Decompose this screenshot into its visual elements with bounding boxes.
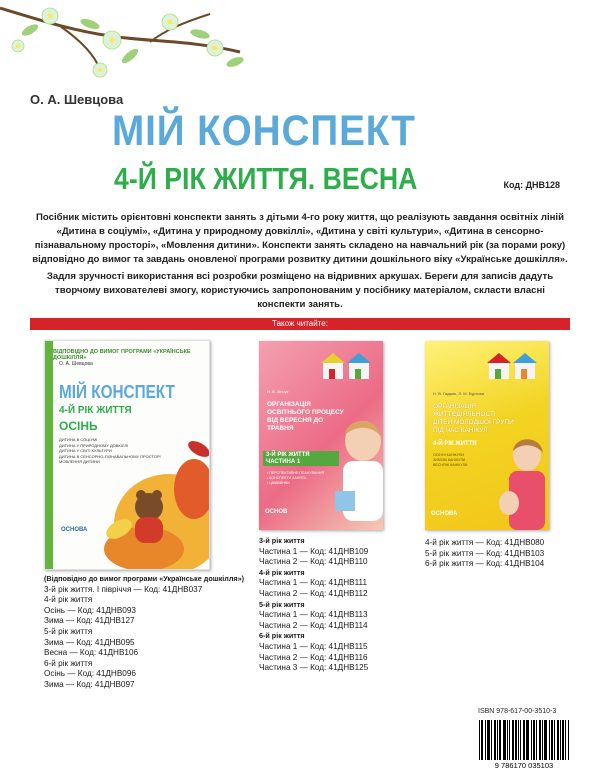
autumn-leaves-illustration bbox=[49, 429, 209, 569]
list-heading: 5-й рік життя bbox=[259, 599, 305, 609]
list-heading: 6-й рік життя bbox=[259, 631, 305, 641]
barcode-bar bbox=[542, 720, 543, 760]
description-paragraph-2: Задля зручності використання всі розробки розміщено на відривних аркушах. Береги для записів дадуть творчому вихователеві змогу, користуючись запропонованим у посібнику матеріалом, скласти власні конспекти занять. bbox=[46, 271, 554, 310]
barcode-bar bbox=[494, 720, 495, 760]
barcode-bar bbox=[495, 720, 496, 760]
list-item: Весна — Код: 41ДНВ106 bbox=[44, 648, 139, 658]
list-heading: 3-й рік життя bbox=[259, 536, 305, 545]
book-cover-educational-process bbox=[259, 341, 383, 530]
list-item: 5-й рік життя bbox=[44, 626, 93, 636]
cover-author: Н. В. Гаджик, Л. М. Бурхова bbox=[433, 391, 484, 396]
cover-season: ОСІНЬ bbox=[59, 419, 98, 433]
barcode-bar bbox=[557, 720, 558, 760]
barcode-bar bbox=[558, 720, 559, 760]
list-item: 6-й рік життя — Код: 41ДНВ104 bbox=[425, 559, 545, 569]
description-paragraph-1: Посібник містить орієнтовні конспекти занять з дітьми 4-го року життя, що реалізують завдання освітніх ліній «Дитина в соціумі», «Дитина у природному довкіллі», «Дитина у світі культури», «Дитина в сенсорно-пізнавальному просторі», «Мовлення дитини». Конспекти занять складено на навчальний рік (за порами року) відповідно до вимог та завдань оновленої програми розвитку дитини дошкільного віку «Українське дошкілля». bbox=[32, 212, 568, 265]
barcode-bar bbox=[544, 720, 545, 760]
cover-topic: • КОНСПЕКТИ ЗАНЯТЬ bbox=[267, 476, 307, 480]
list-item: 6-й рік життя bbox=[44, 658, 93, 668]
barcode-bar bbox=[489, 720, 490, 760]
barcode-bar bbox=[563, 720, 564, 760]
list-heading: (Відповідно до вимог програми «Українське дошкілля») bbox=[44, 574, 245, 583]
barcode-bar bbox=[528, 720, 529, 760]
list-item: 3-й рік життя. І півріччя — Код: 41ДНВ037 bbox=[44, 584, 203, 594]
barcode-bar bbox=[539, 720, 540, 760]
barcode-bar bbox=[534, 720, 535, 760]
barcode-bar bbox=[524, 720, 525, 760]
barcode-bar bbox=[520, 720, 521, 760]
list-heading: 4-й рік життя bbox=[259, 567, 305, 577]
barcode-bar bbox=[518, 720, 519, 760]
publisher-logo: ОСНОВ bbox=[265, 509, 288, 515]
cover-topic: ОСІННІ КАНІКУЛИ bbox=[433, 453, 464, 457]
book-cover-holidays bbox=[425, 341, 549, 530]
cover-topic: ДИТИНА В СОЦІУМІ bbox=[59, 437, 98, 442]
list-item: Частина 3 — Код: 41ДНВ125 bbox=[259, 663, 369, 673]
list-item: 4-й рік життя bbox=[44, 595, 93, 605]
barcode-bar bbox=[500, 720, 501, 760]
kindergarten-logo-icon bbox=[311, 349, 381, 383]
list-item: 5-й рік життя — Код: 41ДНВ103 bbox=[425, 548, 545, 558]
barcode-bar bbox=[546, 720, 547, 760]
barcode-bar bbox=[545, 720, 546, 760]
barcode-bar bbox=[488, 720, 489, 760]
barcode-digits: 9 786170 035103 bbox=[494, 761, 554, 770]
cover-topic-list bbox=[267, 471, 324, 486]
barcode-bar bbox=[533, 720, 534, 760]
barcode-bar bbox=[491, 720, 492, 760]
barcode-bar bbox=[512, 720, 513, 760]
barcode-bar bbox=[565, 720, 566, 760]
barcode-bar bbox=[536, 720, 537, 760]
barcode-bar bbox=[551, 720, 552, 760]
barcode-bar bbox=[526, 720, 527, 760]
barcode-bar bbox=[549, 720, 550, 760]
barcode-bar bbox=[499, 720, 500, 760]
cover-topic: ДИТИНА В СЕНСОРНО-ПІЗНАВАЛЬНОМУ ПРОСТОРІ bbox=[59, 453, 161, 459]
barcode-bar bbox=[485, 720, 486, 760]
barcode-bar bbox=[527, 720, 528, 760]
list-item: Осінь — Код: 41ДНВ096 bbox=[44, 669, 136, 679]
book-cover-autumn bbox=[44, 340, 210, 570]
cover-author: О. А. Шевцова bbox=[59, 361, 93, 367]
child-photo bbox=[333, 411, 383, 521]
barcode-bar bbox=[516, 720, 517, 760]
children-photo bbox=[497, 433, 549, 530]
list-item: Частина 2 — Код: 41ДНВ114 bbox=[259, 620, 368, 630]
list-item: Зима — Код: 41ДНВ127 bbox=[44, 616, 135, 626]
barcode-bar bbox=[487, 720, 488, 760]
book-subtitle: 4-Й РІК ЖИТТЯ. ВЕСНА bbox=[114, 161, 418, 196]
cover-topic: ВЕСНЯНІ КАНІКУЛИ bbox=[433, 463, 468, 467]
cover-topic-list bbox=[433, 453, 468, 468]
cover-green-band: 3-Й РІК ЖИТТЯ ЧАСТИНА 1 bbox=[263, 451, 339, 466]
cover-topic: • ПЕРСПЕКТИВНЕ ПЛАНУВАННЯ bbox=[267, 471, 325, 475]
barcode-bar bbox=[540, 720, 541, 760]
cover-subtitle: 4-Й РІК ЖИТТЯ bbox=[433, 441, 477, 447]
publisher-logo: ОСНОВА bbox=[61, 527, 88, 533]
list-item: Частина 2 — Код: 41ДНВ116 bbox=[259, 652, 368, 662]
barcode-bar bbox=[482, 720, 483, 760]
cover-topic: МОВЛЕННЯ ДИТИНИ bbox=[59, 459, 100, 464]
list-item: Осінь — Код: 41ДНВ093 bbox=[44, 605, 136, 615]
series-list-holidays bbox=[425, 538, 544, 570]
barcode-bar bbox=[515, 720, 516, 760]
barcode-bar bbox=[560, 720, 561, 760]
list-item: Частина 1 — Код: 41ДНВ113 bbox=[259, 610, 368, 620]
cover-subtitle: 4-Й РІК ЖИТТЯ bbox=[59, 405, 132, 416]
list-item: Зима — Код: 41ДНВ095 bbox=[44, 637, 135, 647]
list-item: Зима — Код: 41ДНВ097 bbox=[44, 679, 135, 689]
barcode-bar bbox=[523, 720, 524, 760]
also-read-band: Також читайте: bbox=[30, 318, 570, 330]
author-name: О. А. Шевцова bbox=[30, 92, 124, 107]
book-title: МІЙ КОНСПЕКТ bbox=[112, 107, 416, 155]
isbn: ISBN 978-617-00-3510-3 bbox=[478, 708, 557, 715]
cover-title: МІЙ КОНСПЕКТ bbox=[59, 382, 175, 402]
barcode-bar bbox=[503, 720, 504, 760]
list-item: Частина 2 — Код: 41ДНВ112 bbox=[259, 588, 368, 598]
list-item: Частина 1 — Код: 41ДНВ111 bbox=[259, 578, 368, 588]
barcode-bar bbox=[554, 720, 555, 760]
cover-topic: ЗИМОВІ КАНІКУЛИ bbox=[433, 458, 466, 462]
barcode-bar bbox=[504, 720, 505, 760]
list-item: Частина 1 — Код: 41ДНВ109 bbox=[259, 546, 369, 556]
product-code: Код: ДНВ128 bbox=[503, 180, 560, 190]
barcode-bar bbox=[479, 720, 480, 760]
cover-topic: • ЦІКАВИНКИ bbox=[267, 481, 290, 485]
barcode-bar bbox=[507, 720, 508, 760]
barcode-bar bbox=[505, 720, 506, 760]
barcode-bar bbox=[481, 720, 482, 760]
barcode-bar bbox=[562, 720, 563, 760]
cover-title: ОРГАНІЗАЦІЯ ЖИТТЄДІЯЛЬНОСТІ ДІТЕЙ МОЛОДШОЇ ГРУПИ ПІД ЧАС КАНІКУЛ bbox=[433, 403, 514, 434]
barcode bbox=[474, 718, 574, 770]
cover-topic: ДИТИНА У СВІТІ КУЛЬТУРИ bbox=[59, 448, 112, 453]
publisher-logo: ОСНОВА bbox=[431, 511, 458, 517]
list-item: 4-й рік життя — Код: 41ДНВ080 bbox=[425, 538, 545, 547]
series-list-educational-process bbox=[259, 536, 368, 674]
barcode-bar bbox=[509, 720, 510, 760]
kindergarten-logo-icon bbox=[477, 349, 547, 383]
cover-author: Н. В. Зінчук bbox=[267, 389, 289, 394]
barcode-bar bbox=[497, 720, 498, 760]
series-list-my-notes bbox=[44, 574, 244, 691]
list-item: Частина 1 — Код: 41ДНВ115 bbox=[259, 641, 368, 651]
barcode-bar bbox=[568, 720, 569, 760]
list-item: Частина 2 — Код: 41ДНВ110 bbox=[259, 557, 368, 567]
barcode-bar bbox=[531, 720, 532, 760]
cover-topic: ДИТИНА У ПРИРОДНОМУ ДОВКІЛЛІ bbox=[59, 442, 129, 448]
barcode-bar bbox=[552, 720, 553, 760]
barcode-bar bbox=[513, 720, 514, 760]
description bbox=[30, 211, 570, 312]
cherry-blossom-decoration bbox=[0, 0, 260, 90]
cover-program-label: ВІДПОВІДНО ДО ВИМОГ ПРОГРАМИ «УКРАЇНСЬКЕ ДОШКІЛЛЯ» bbox=[53, 349, 191, 361]
cover-title: ОРГАНІЗАЦІЯ ОСВІТНЬОГО ПРОЦЕСУ ВІД ВЕРЕСНЯ ДО ТРАВНЯ bbox=[267, 401, 344, 432]
